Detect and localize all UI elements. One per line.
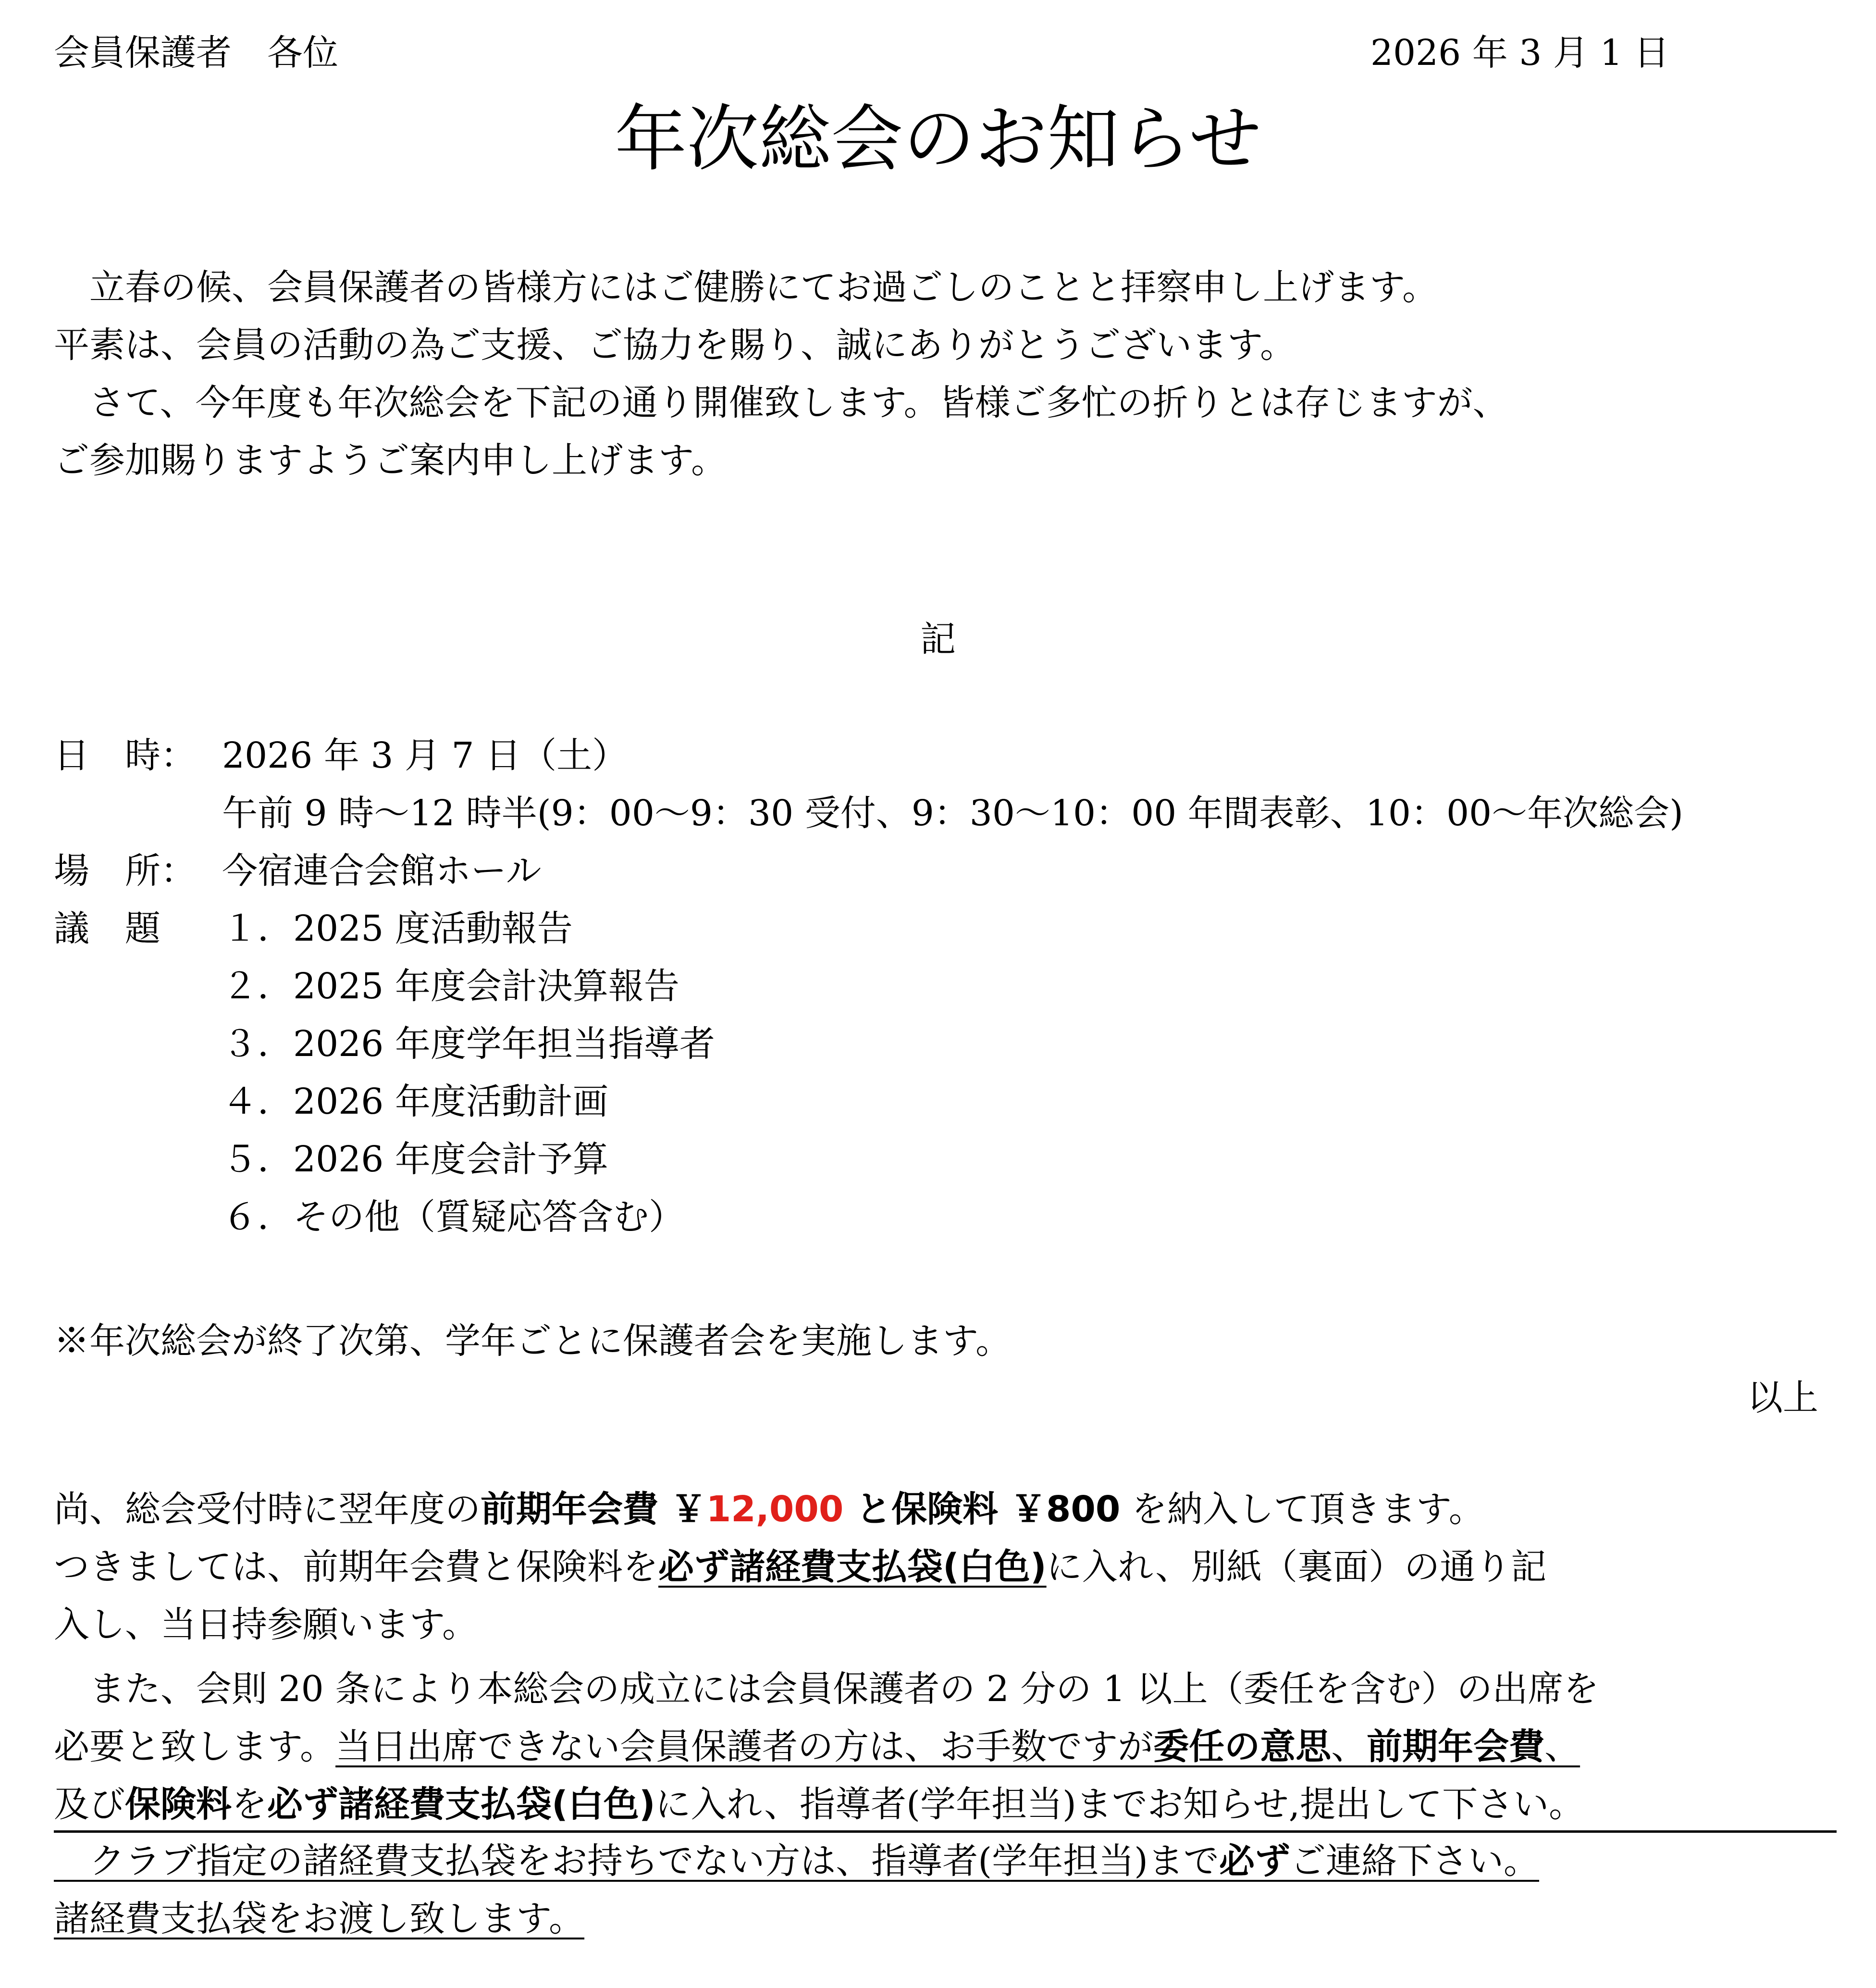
notice-line-5	[54, 1723, 1580, 1771]
time-detail: 午前 9 時～12 時半(9：00～9：30 受付、9：30～10：00 年間表彰、10：00～年次総会)	[222, 793, 1683, 834]
insurance-ref: 保険料	[125, 1784, 232, 1825]
place-label: 場 所：	[54, 850, 196, 892]
notice-line-7	[54, 1837, 1539, 1885]
notice-text: を納入して頂きます。	[1120, 1489, 1484, 1530]
intro-line-3: さて、今年度も年次総会を下記の通り開催致します。皆様ご多忙の折りとは存じますが、	[54, 382, 1508, 423]
notice-text: を	[232, 1784, 267, 1825]
notice-text: 当日出席できない会員保護者の方は、お手数ですが	[335, 1726, 1154, 1767]
intro-line-2: 平素は、会員の活動の為ご支援、ご協力を賜り、誠にありがとうございます。	[54, 324, 1296, 366]
agenda-label: 議 題	[54, 908, 160, 949]
notice-line-3: 入し、当日持参願います。	[54, 1604, 478, 1645]
notice-line-1	[54, 1485, 1484, 1533]
notice-text: ご連絡下さい。	[1290, 1840, 1539, 1882]
datetime-label: 日 時：	[54, 735, 196, 776]
notice-line-4: また、会則 20 条により本総会の成立には会員保護者の 2 分の 1 以上（委任を含む）の出席を	[54, 1668, 1599, 1710]
post-meeting-note: ※年次総会が終了次第、学年ごとに保護者会を実施します。	[54, 1320, 1012, 1362]
notice-text: と	[843, 1489, 892, 1530]
place-value: 今宿連合会館ホール	[222, 850, 542, 892]
notice-line-8	[54, 1895, 584, 1943]
envelope-instruction: 必ず諸経費支払袋(白色)	[658, 1546, 1047, 1588]
agenda-item: ４．2026 年度活動計画	[222, 1081, 608, 1122]
notice-text: に入れ、指導者(学年担当)までお知らせ,提出して下さい。	[655, 1784, 1585, 1825]
envelope-instruction: 必ず諸経費支払袋(白色)	[267, 1784, 655, 1825]
first-term-fee-amount: 12,000	[706, 1489, 844, 1530]
page-title: 年次総会のお知らせ	[615, 98, 1261, 181]
notice-text: クラブ指定の諸経費支払袋をお持ちでない方は、指導者(学年担当)まで	[54, 1840, 1219, 1882]
addressee: 会員保護者 各位	[54, 32, 338, 74]
agenda-item: ２．2025 年度会計決算報告	[222, 966, 679, 1007]
proxy-intent: 委任の意思	[1153, 1726, 1332, 1767]
notice-text: 及び	[54, 1784, 125, 1825]
issue-date: 2026 年 3 月 1 日	[1370, 32, 1669, 74]
notice-text: に入れ、別紙（裏面）の通り記	[1046, 1546, 1547, 1588]
intro-line-4: ご参加賜りますようご案内申し上げます。	[54, 440, 727, 481]
notice-text: 諸経費支払袋をお渡し致します。	[54, 1898, 585, 1939]
intro-line-1: 立春の候、会員保護者の皆様方にはご健勝にてお過ごしのことと拝察申し上げます。	[54, 267, 1438, 308]
notice-text: 必要と致します。	[54, 1726, 336, 1767]
agenda-item: ３．2026 年度学年担当指導者	[222, 1023, 715, 1065]
notice-text: 、	[1331, 1726, 1367, 1767]
notice-line-2	[54, 1543, 1546, 1591]
agenda-item: １．2025 度活動報告	[222, 908, 573, 949]
notice-text: 尚、総会受付時に翌年度の	[54, 1489, 481, 1530]
notice-line-6	[54, 1780, 1584, 1828]
first-term-fee-label: 前期年会費 ￥	[481, 1489, 706, 1530]
agenda-item: ６．その他（質疑応答含む）	[222, 1196, 684, 1238]
closing-mark: 以上	[1747, 1377, 1818, 1418]
must-contact: 必ず	[1219, 1840, 1290, 1882]
notice-text: 、	[1544, 1726, 1580, 1767]
datetime-value: 2026 年 3 月 7 日（土）	[222, 735, 628, 776]
ki-heading: 記	[920, 619, 956, 660]
agenda-item: ５．2026 年度会計予算	[222, 1139, 608, 1180]
notice-text: つきましては、前期年会費と保険料を	[54, 1546, 658, 1588]
insurance-fee: 保険料 ￥800	[891, 1489, 1121, 1530]
first-term-fee-ref: 前期年会費	[1367, 1726, 1545, 1767]
underline-rule	[54, 1830, 1837, 1833]
